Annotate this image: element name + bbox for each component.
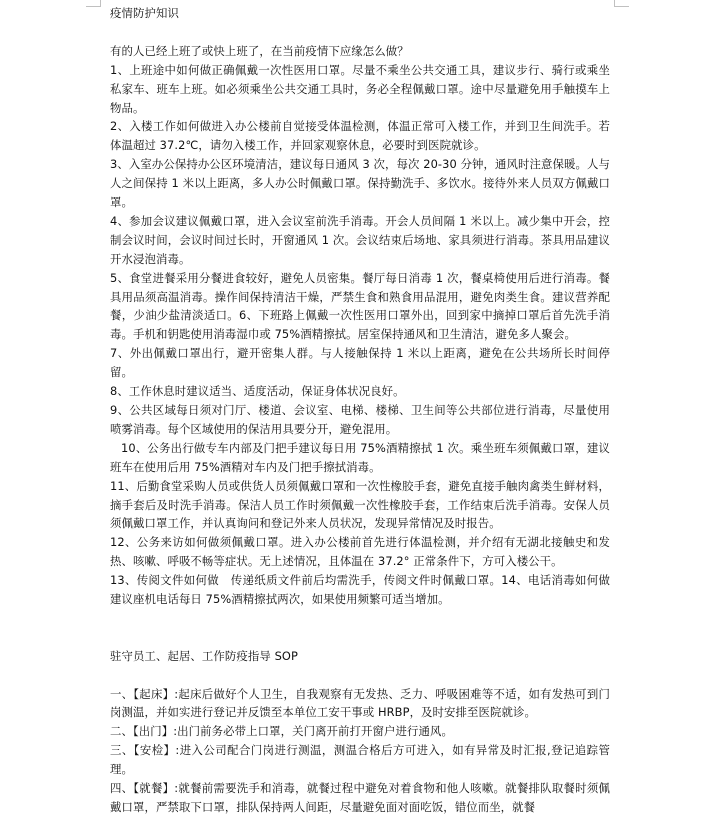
paragraph: 8、工作休息时建议适当、适度活动，保证身体状况良好。 [110,384,405,399]
sop-item: 二、【出门】:出门前务必带上口罩，关门离开前打开窗户进行通风。 [110,724,453,739]
sop-title: 驻守员工、起居、工作防疫指导 SOP [110,648,298,663]
margin-corner-mark [86,0,101,7]
paragraph: 12、公务来访如何做须佩戴口罩。进入办公楼前首先进行体温检测，并介绍有无湖北接触史和发热、咳嗽、呼吸不畅等症状。无上述情况，且体温在 37.2° 正常条件下，方可入楼公干。 [110,535,610,569]
paragraph: 3、入室办公保持办公区环境清洁，建议每日通风 3 次，每次 20-30 分钟，通风时注意保暖。人与人之间保持 1 米以上距离，多人办公时佩戴口罩。保持勤洗手、多饮水。接待外来人员双方佩戴口罩。 [110,157,610,210]
question-line: 有的人已经上班了或快上班了，在当前疫情下应缘怎么做？ [110,43,409,58]
paragraph: 11、后勤食堂采购人员或供货人员须佩戴口罩和一次性橡胶手套，避免直接手触肉禽类生鲜材料，摘手套后及时洗手消毒。保洁人员工作时须佩戴一次性橡胶手套，工作结束后洗手消毒。安保人员须佩戴口罩工作，并认真询问和登记外来人员状况，发现异常情况及时报告。 [110,478,610,531]
paragraph: 10、公务出行做专车内部及门把手建议每日用 75%酒精擦拭 1 次。乘坐班车须佩戴口罩，建议班车在使用后用 75%酒精对车内及门把手擦拭消毒。 [110,440,610,474]
paragraph: 13、传阅文件如何做 传递纸质文件前后均需洗手，传阅文件时佩戴口罩。14、电话消毒如何做建议座机电话每日 75%酒精擦拭两次，如果使用频繁可适当增加。 [110,573,610,607]
paragraph: 2、入楼工作如何做进入办公楼前自觉接受体温检测，体温正常可入楼工作，并到卫生间洗手。若体温超过 37.2℃，请勿入楼工作，并回家观察休息，必要时到医院就诊。 [110,119,610,153]
sop-item: 四、【就餐】:就餐前需要洗手和消毒，就餐过程中避免对着食物和他人咳嗽。就餐排队取餐时须佩戴口罩，严禁取下口罩，排队保持两人间距，尽量避免面对面吃饭，错位而坐，就餐 [110,781,610,815]
paragraph: 1、上班途中如何做正确佩戴一次性医用口罩。尽量不乘坐公共交通工具，建议步行、骑行或乘坐私家车、班车上班。如必须乘坐公共交通工具时，务必全程佩戴口罩。途中尽量避免用手触摸车上物品。 [110,62,610,115]
sop-item: 一、【起床】:起床后做好个人卫生，自我观察有无发热、乏力、呼吸困难等不适，如有发热可到门岗测温，并如实进行登记并反馈至本单位工安干事或 HRBP，及时安排至医院就诊。 [110,686,610,720]
paragraph: 5、食堂进餐采用分餐进食较好，避免人员密集。餐厅每日消毒 1 次，餐桌椅使用后进行消毒。餐具用品须高温消毒。操作间保持清洁干燥，严禁生食和熟食用品混用，避免肉类生食。建议营养配餐，少油少盐清淡适口。6、下班路上佩戴一次性医用口罩外出，回到家中摘掉口罩后首先洗手消毒。手机和钥匙使用消毒湿巾或 75%酒精擦拭。居室保持通风和卫生清洁，避免多人聚会。 [110,270,610,342]
document-title: 疫情防护知识 [110,6,179,20]
paragraph: 9、公共区域每日须对门厅、楼道、会议室、电梯、楼梯、卫生间等公共部位进行消毒，尽量使用喷雾消毒。每个区域使用的保洁用具要分开，避免混用。 [110,403,610,436]
margin-corner-mark [614,0,629,7]
paragraph: 4、参加会议建议佩戴口罩，进入会议室前洗手消毒。开会人员间隔 1 米以上。减少集中开会，控制会议时间，会议时间过长时，开窗通风 1 次。会议结束后场地、家具须进行消毒。茶具用品建议开水浸泡消毒。 [110,213,610,266]
sop-item: 三、【安检】:进入公司配合门岗进行测温，测温合格后方可进入，如有异常及时汇报,登记追踪管理。 [110,743,610,777]
paragraph: 7、外出佩戴口罩出行，避开密集人群。与人接触保持 1 米以上距离，避免在公共场所长时间停留。 [110,346,610,380]
document-body[interactable] [110,4,610,817]
